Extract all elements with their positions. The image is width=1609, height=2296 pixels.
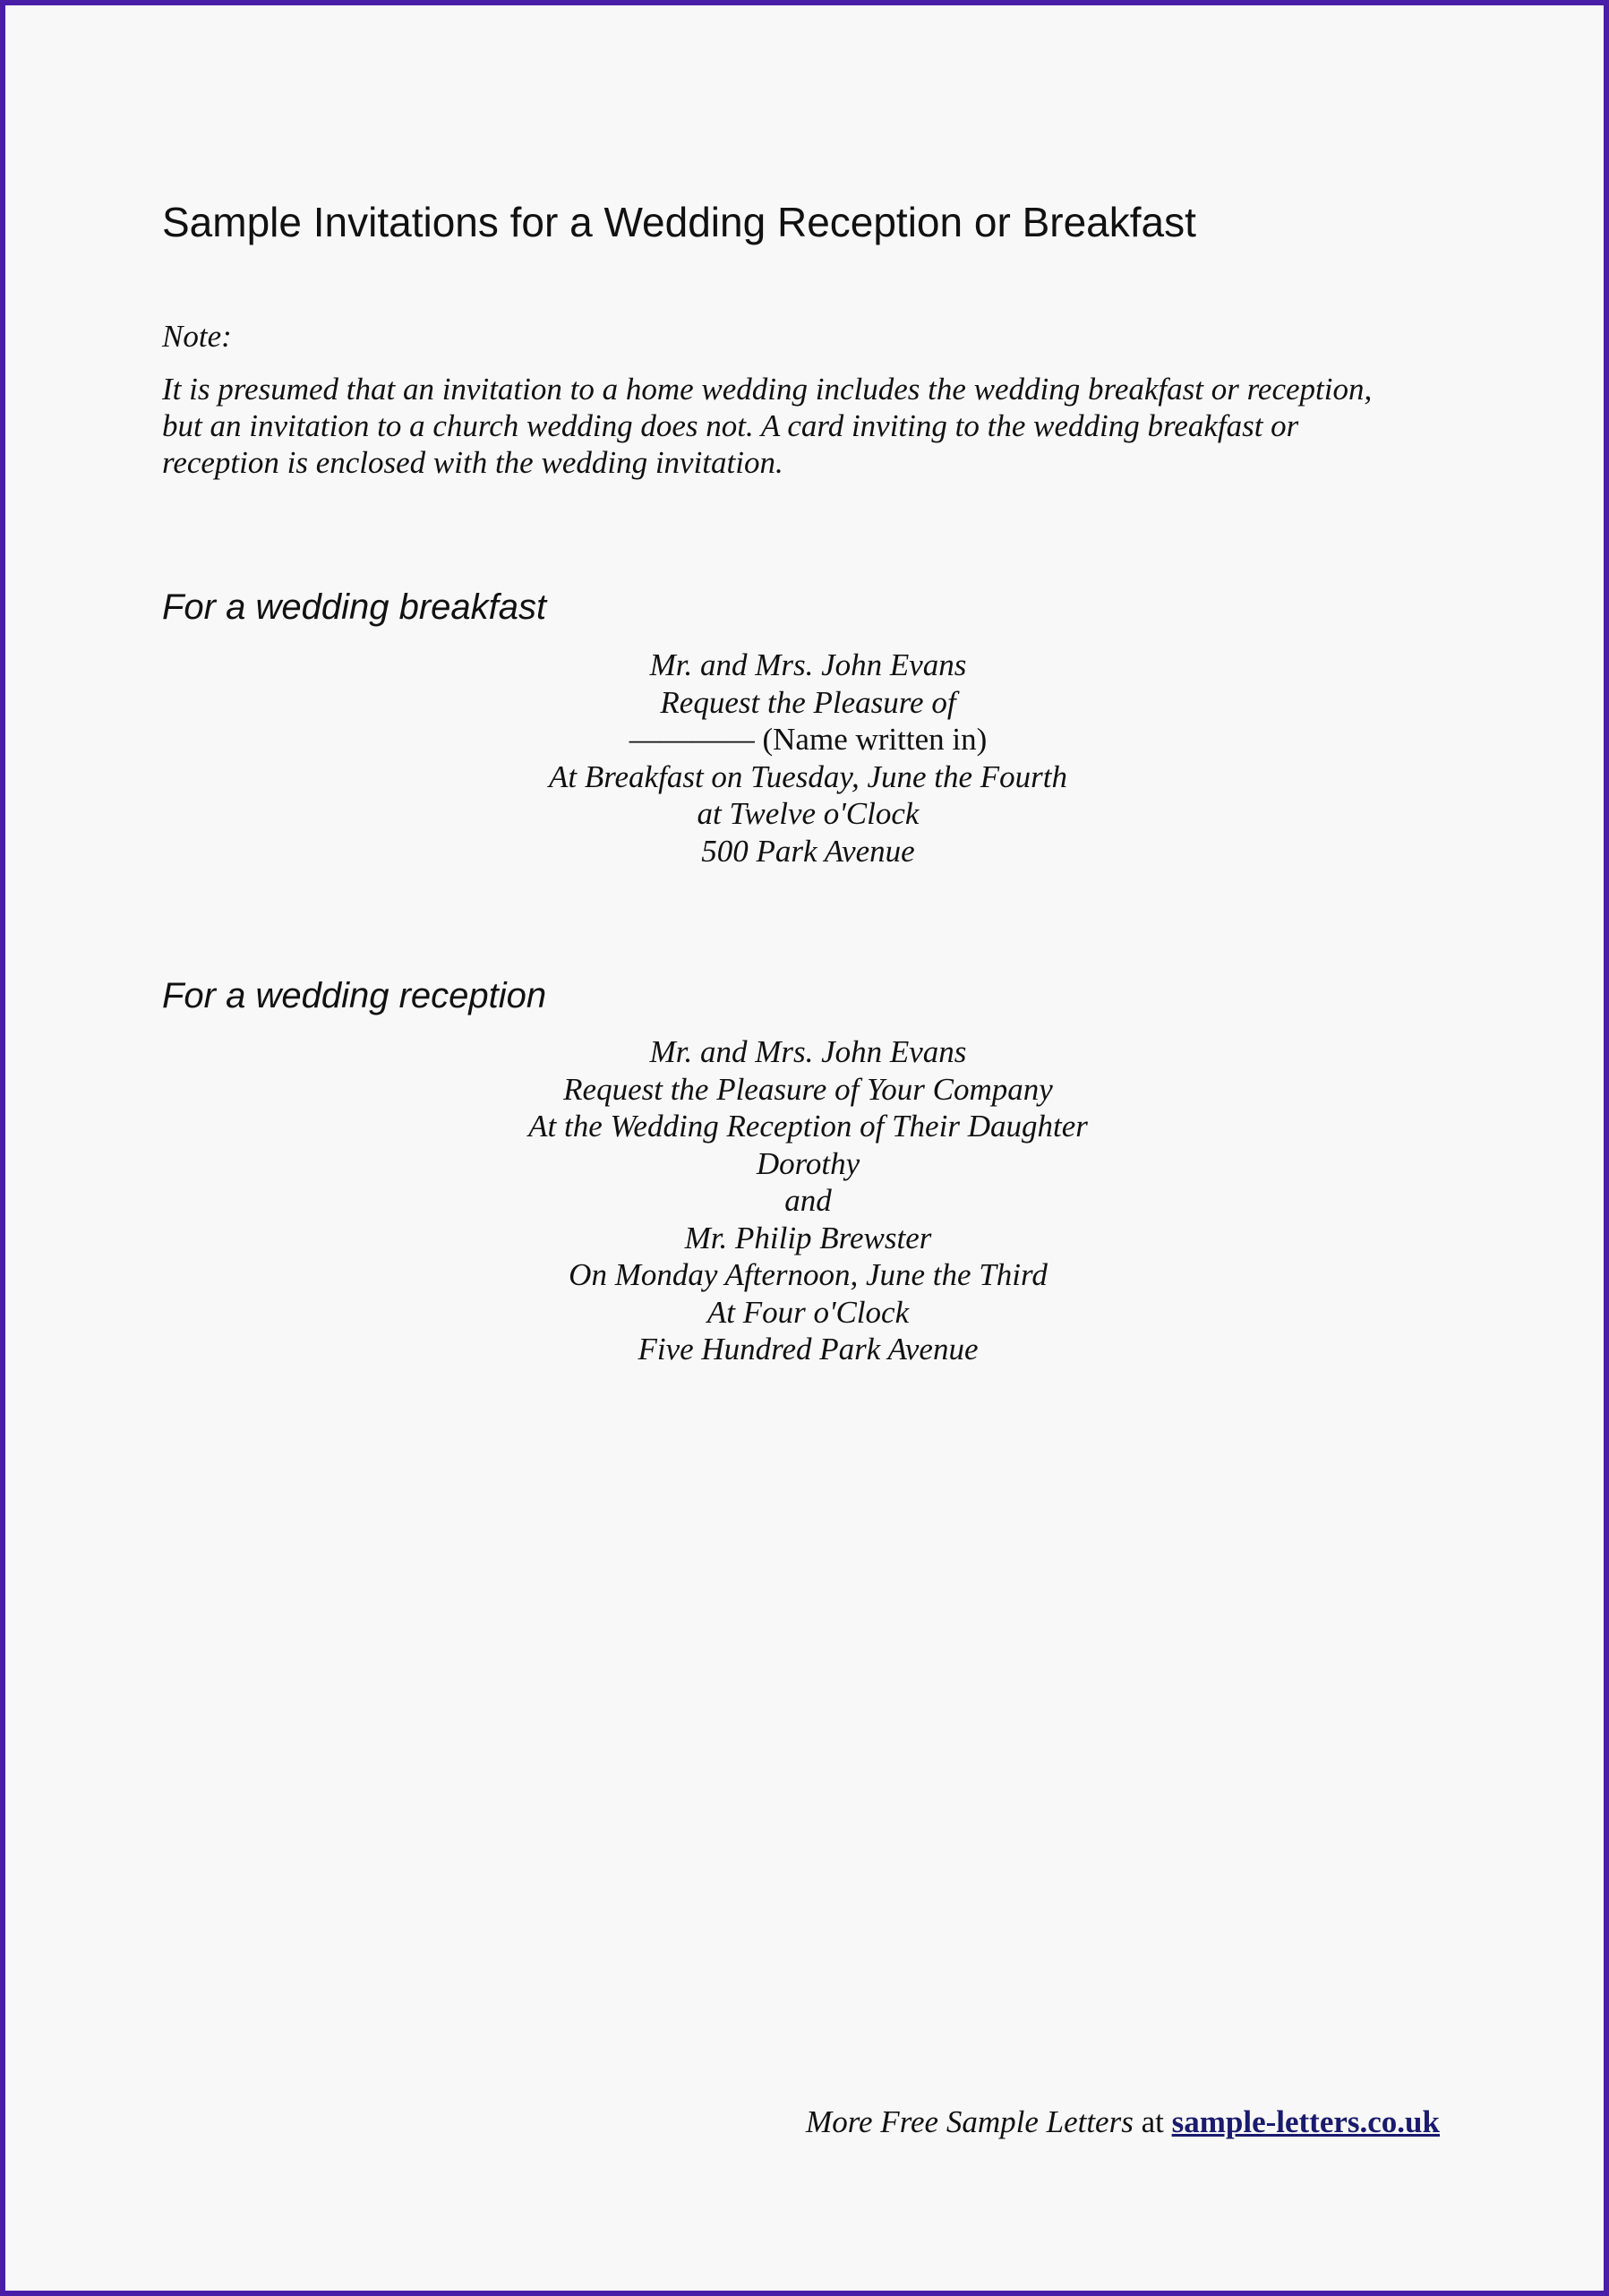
note-line: It is presumed that an invitation to a home wedding includes the wedding breakfast or reception, bbox=[162, 372, 1373, 407]
note-line: but an invitation to a church wedding does not. A card inviting to the wedding breakfast or bbox=[162, 408, 1299, 443]
invitation-line: at Twelve o'Clock bbox=[697, 796, 920, 831]
invitation-line: 500 Park Avenue bbox=[701, 833, 915, 869]
invitation-line: and bbox=[784, 1183, 832, 1218]
invitation-line: Mr. Philip Brewster bbox=[684, 1220, 932, 1255]
reception-invitation bbox=[162, 1033, 1454, 1368]
reception-heading: For a wedding reception bbox=[162, 976, 547, 1015]
invitation-line: Mr. and Mrs. John Evans bbox=[649, 647, 967, 682]
breakfast-heading: For a wedding breakfast bbox=[162, 587, 547, 627]
footer-connector: at bbox=[1141, 2104, 1164, 2139]
invitation-line: Mr. and Mrs. John Evans bbox=[649, 1034, 967, 1069]
note-label: Note: bbox=[162, 319, 232, 354]
footer-credit bbox=[806, 2103, 1440, 2142]
footer-prefix: More Free Sample Letters bbox=[806, 2104, 1134, 2139]
invitation-line: Five Hundred Park Avenue bbox=[638, 1332, 979, 1366]
invitation-line: Request the Pleasure of bbox=[660, 684, 956, 720]
invitation-line: ———— (Name written in) bbox=[629, 722, 988, 757]
page-title: Sample Invitations for a Wedding Reception or Breakfast bbox=[162, 199, 1196, 245]
invitation-line: At Four o'Clock bbox=[706, 1294, 910, 1330]
invitation-line: On Monday Afternoon, June the Third bbox=[569, 1257, 1048, 1292]
invitation-line: Dorothy bbox=[756, 1145, 860, 1181]
sample-letters-link[interactable]: sample-letters.co.uk bbox=[1171, 2104, 1440, 2139]
invitation-line: At the Wedding Reception of Their Daughter bbox=[528, 1109, 1088, 1144]
note-paragraph bbox=[162, 371, 1487, 481]
note-line: reception is enclosed with the wedding invitation. bbox=[162, 445, 783, 480]
invitation-line: At Breakfast on Tuesday, June the Fourth bbox=[548, 758, 1068, 794]
breakfast-invitation bbox=[162, 647, 1454, 870]
invitation-line: Request the Pleasure of Your Company bbox=[563, 1071, 1053, 1107]
